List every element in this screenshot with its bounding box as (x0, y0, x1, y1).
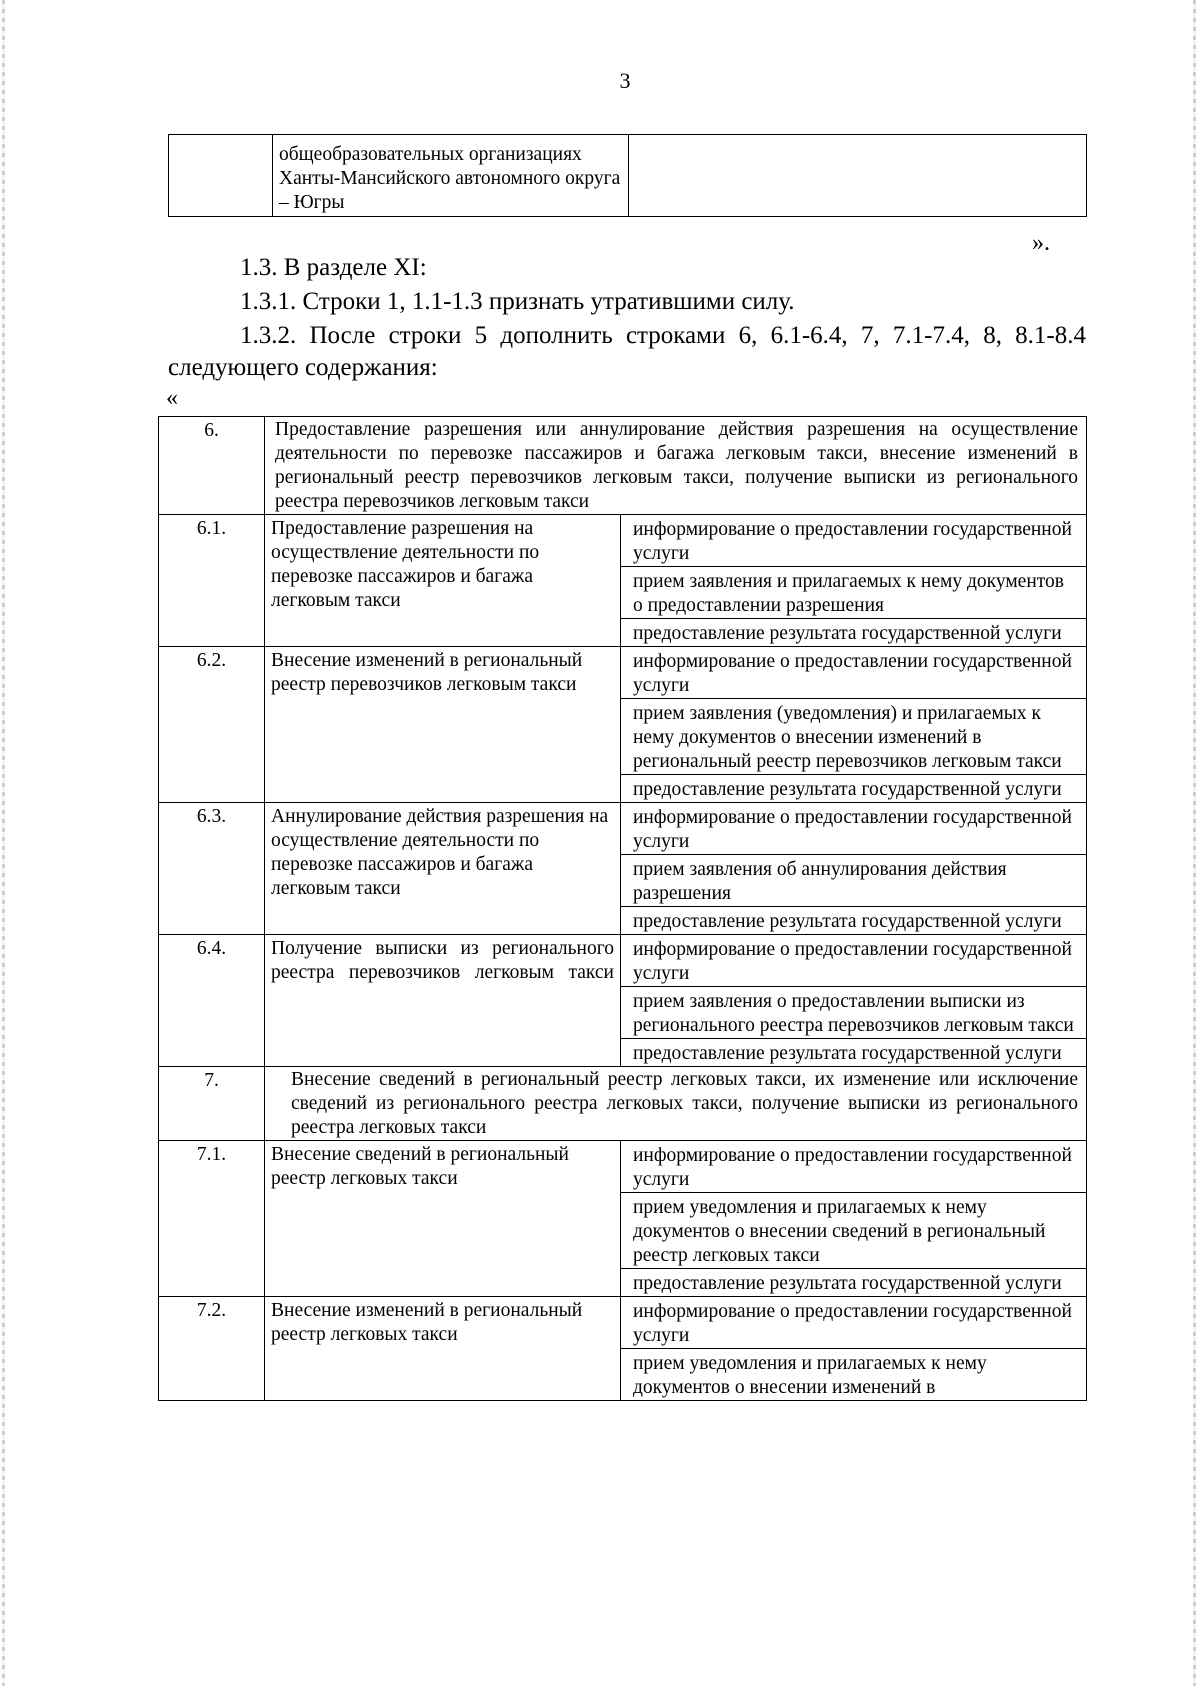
service-steps (621, 803, 1087, 935)
list-item: информирование о предоставлении государственной услуги (621, 515, 1086, 567)
table-row (159, 935, 1087, 1067)
table-row (159, 1141, 1087, 1297)
service-steps (621, 515, 1087, 647)
service-steps (621, 935, 1087, 1067)
table-row (159, 1297, 1087, 1401)
row-number: 6.4. (159, 935, 265, 1067)
top-table-empty-cell (629, 135, 1087, 217)
table-row (159, 515, 1087, 647)
opening-quote: « (166, 385, 178, 411)
table-row (159, 803, 1087, 935)
row-number: 6.3. (159, 803, 265, 935)
list-item: информирование о предоставлении государственной услуги (621, 935, 1086, 987)
list-item: прием заявления и прилагаемых к нему документов о предоставлении разрешения (621, 567, 1086, 619)
list-item: предоставление результата государственной услуги (633, 911, 1062, 932)
paragraph-1-3-1: 1.3.1. Строки 1, 1.1-1.3 признать утратившими силу. (240, 288, 795, 315)
row-number: 7.2. (159, 1297, 265, 1401)
list-item: прием уведомления и прилагаемых к нему документов о внесении изменений в (633, 1353, 987, 1398)
row-number: 6. (159, 417, 265, 515)
service-steps (621, 647, 1087, 803)
service-name: Предоставление разрешения на осуществление деятельности по перевозке пассажиров и багажа легковым такси (265, 515, 621, 647)
list-item: информирование о предоставлении государственной услуги (621, 803, 1086, 855)
row-number: 6.1. (159, 515, 265, 647)
top-table-num-cell (169, 135, 273, 217)
service-name: Внесение сведений в региональный реестр легковых такси (265, 1141, 621, 1297)
list-item: предоставление результата государственной услуги (633, 779, 1062, 800)
top-table (168, 134, 1087, 217)
service-steps (621, 1297, 1087, 1401)
row-number: 6.2. (159, 647, 265, 803)
closing-quote: ». (1032, 230, 1050, 256)
service-name: Получение выписки из регионального реестра перевозчиков легковым такси (265, 935, 621, 1067)
list-item: прием заявления (уведомления) и прилагаемых к нему документов о внесении изменений в региональный реестр перевозчиков легковым такси (621, 699, 1086, 775)
row-number: 7. (159, 1067, 265, 1141)
table-row (159, 1067, 1087, 1141)
row-number: 7.1. (159, 1141, 265, 1297)
list-item: предоставление результата государственной услуги (633, 1273, 1062, 1294)
list-item: предоставление результата государственной услуги (633, 1043, 1062, 1064)
list-item: информирование о предоставлении государственной услуги (621, 647, 1086, 699)
service-name: Внесение изменений в региональный реестр легковых такси (265, 1297, 621, 1401)
list-item: прием заявления о предоставлении выписки из регионального реестра перевозчиков легковым такси (621, 987, 1086, 1039)
service-name: Аннулирование действия разрешения на осуществление деятельности по перевозке пассажиров и багажа легковым такси (265, 803, 621, 935)
list-item: информирование о предоставлении государственной услуги (621, 1141, 1086, 1193)
service-name: Внесение изменений в региональный реестр перевозчиков легковым такси (265, 647, 621, 803)
paragraph-1-3: 1.3. В разделе XI: (240, 254, 427, 281)
paragraph-1-3-2: 1.3.2. После строки 5 дополнить строками 6, 6.1-6.4, 7, 7.1-7.4, 8, 8.1-8.4 следующего содержания: (168, 322, 1086, 381)
scan-edge-left (2, 0, 5, 1686)
list-item: прием заявления об аннулирования действия разрешения (621, 855, 1086, 907)
section-heading: Предоставление разрешения или аннулирование действия разрешения на осуществление деятельности по перевозке пассажиров и багажа легковым такси, внесение изменений в региональный реестр перевозчиков легковым такси, получение выписки из регионального реестра перевозчиков легковым такси (265, 417, 1087, 515)
list-item: предоставление результата государственной услуги (633, 623, 1062, 644)
list-item: прием уведомления и прилагаемых к нему документов о внесении сведений в региональный реестр легковых такси (621, 1193, 1086, 1269)
list-item: информирование о предоставлении государственной услуги (621, 1297, 1086, 1349)
page-number: 3 (619, 68, 631, 93)
scan-edge-right (1193, 0, 1196, 1686)
top-table-text-cell: общеобразовательных организациях Ханты-Мансийского автономного округа – Югры (273, 135, 629, 217)
table-row (159, 417, 1087, 515)
services-table (158, 416, 1087, 1401)
service-steps (621, 1141, 1087, 1297)
table-row (159, 647, 1087, 803)
section-heading: Внесение сведений в региональный реестр легковых такси, их изменение или исключение сведений из регионального реестра легковых такси, получение выписки из регионального реестра легковых такси (265, 1067, 1087, 1141)
